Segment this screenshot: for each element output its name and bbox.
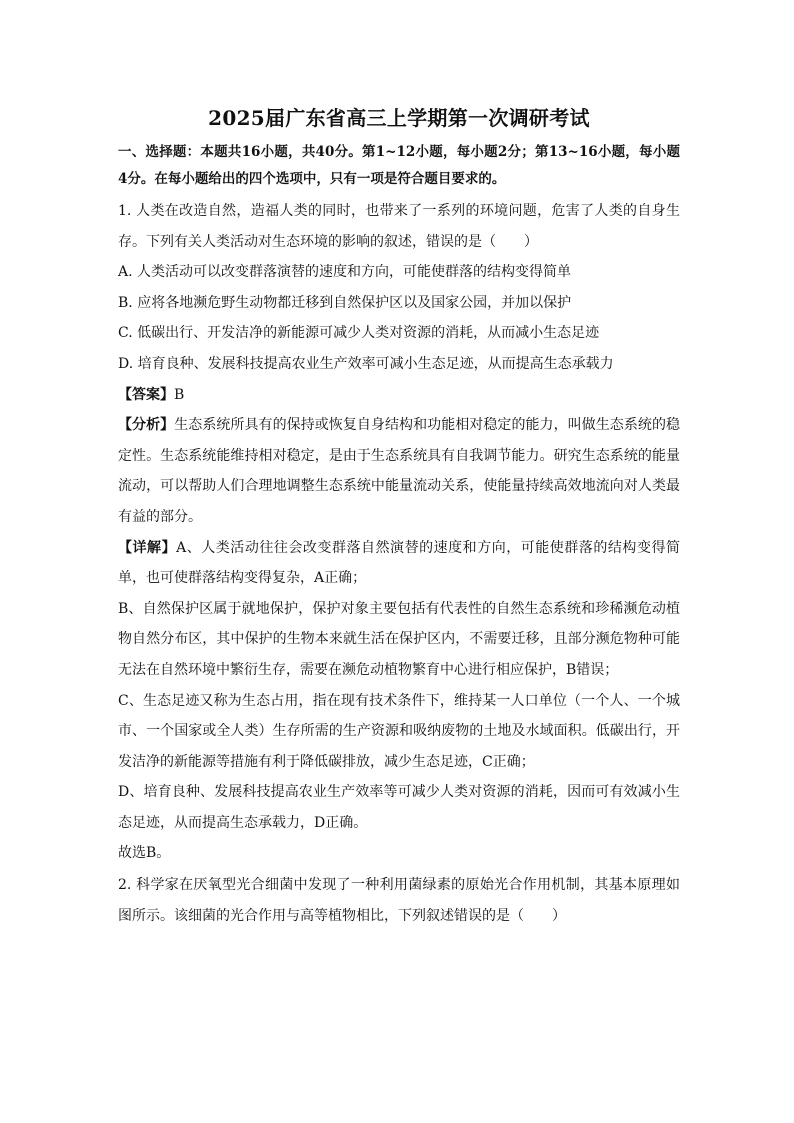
detail-paragraph-d: D、培育良种、发展科技提高农业生产效率等可减少人类对资源的消耗，因而可有效减小生态足迹，从而提高生态承载力，D正确。	[118, 784, 680, 831]
exam-title: 2025届广东省高三上学期第一次调研考试	[208, 106, 590, 130]
question-1-option-b: B. 应将各地濒危野生动物都迁移到自然保护区以及国家公园，并加以保护	[118, 294, 572, 311]
question-1-option-a: A. 人类活动可以改变群落演替的速度和方向，可能使群落的结构变得简单	[118, 264, 572, 281]
answer-line	[118, 380, 680, 411]
question-1-option-d: D. 培育良种、发展科技提高农业生产效率可减小生态足迹，从而提高生态承载力	[118, 355, 614, 372]
section-heading: 一、选择题：本题共16小题，共40分。第1~12小题，每小题2分；第13~16小题，每小题4分。在每小题给出的四个选项中，只有一项是符合题目要求的。	[118, 144, 680, 187]
analysis-paragraph	[118, 410, 680, 532]
answer-value: B	[174, 386, 185, 403]
question-2-stem: 2. 科学家在厌氧型光合细菌中发现了一种利用菌绿素的原始光合作用机制，其基本原理如图所示。该细菌的光合作用与高等植物相比，下列叙述错误的是（ ）	[118, 877, 680, 924]
document-content	[118, 103, 680, 931]
detail-paragraph-a	[118, 533, 680, 594]
detail-paragraph-b: B、自然保护区属于就地保护，保护对象主要包括有代表性的自然生态系统和珍稀濒危动植物自然分布区，其中保护的生物本来就生活在保护区内，不需要迁移，且部分濒危物种可能无法在自然环境中繁衍生存，需要在濒危动植物繁育中心进行相应保护，B错误；	[118, 600, 680, 678]
conclusion-line: 故选B。	[118, 845, 171, 862]
detail-label: 【详解】	[118, 539, 177, 556]
detail-a-text: A、人类活动往往会改变群落自然演替的速度和方向，可能使群落的结构变得简单，也可使群落结构变得复杂，A正确；	[118, 539, 680, 587]
analysis-text: 生态系统所具有的保持或恢复自身结构和功能相对稳定的能力，叫做生态系统的稳定性。生态系统能维持相对稳定，是由于生态系统具有自我调节能力。研究生态系统的能量流动，可以帮助人们合理地调整生态系统中能量流动关系，使能量持续高效地流向对人类最有益的部分。	[118, 417, 681, 525]
detail-paragraph-c: C、生态足迹又称为生态占用，指在现有技术条件下，维持某一人口单位（一个人、一个城市、一个国家或全人类）生存所需的生产资源和吸纳废物的土地及水域面积。低碳出行，开发洁净的新能源等措施有利于降低碳排放，减少生态足迹，C正确；	[118, 692, 680, 770]
question-1-stem: 1. 人类在改造自然，造福人类的同时，也带来了一系列的环境问题，危害了人类的自身生存。下列有关人类活动对生态环境的影响的叙述，错误的是（ ）	[118, 203, 680, 250]
answer-label: 【答案】	[118, 386, 174, 403]
question-1-option-c: C. 低碳出行、开发洁净的新能源可减少人类对资源的消耗，从而减小生态足迹	[118, 325, 600, 342]
analysis-label: 【分析】	[118, 417, 175, 434]
